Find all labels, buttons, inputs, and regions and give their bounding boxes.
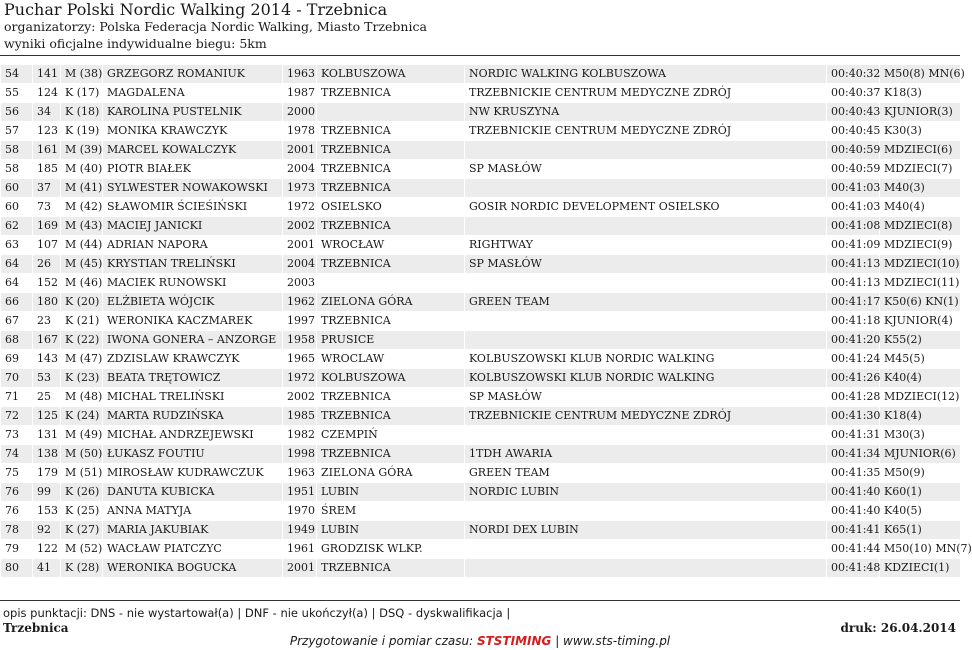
result-category: K (26)	[61, 483, 103, 502]
table-row	[1, 84, 961, 103]
result-time: 00:40:45	[827, 122, 880, 141]
result-name: MACIEK RUNOWSKI	[103, 274, 283, 293]
result-time: 00:41:24	[827, 350, 880, 369]
result-place: 62	[1, 217, 33, 236]
result-time: 00:41:40	[827, 483, 880, 502]
result-birth-year: 1961	[283, 540, 317, 559]
result-birth-year: 1965	[283, 350, 317, 369]
result-age-group: KJUNIOR(4)	[880, 312, 961, 331]
result-time: 00:41:28	[827, 388, 880, 407]
timing-credit	[0, 634, 960, 648]
footer-city: Trzebnica	[3, 621, 69, 635]
result-place: 74	[1, 445, 33, 464]
result-category: M (50)	[61, 445, 103, 464]
result-name: ZDZISLAW KRAWCZYK	[103, 350, 283, 369]
result-place: 58	[1, 160, 33, 179]
print-date: druk: 26.04.2014	[840, 621, 956, 635]
result-club	[465, 312, 827, 331]
result-place: 58	[1, 141, 33, 160]
result-birth-year: 1987	[283, 84, 317, 103]
result-name: IWONA GONERA – ANZORGE	[103, 331, 283, 350]
result-place: 63	[1, 236, 33, 255]
result-time: 00:41:13	[827, 255, 880, 274]
result-name: KRYSTIAN TRELIŃSKI	[103, 255, 283, 274]
result-age-group: K40(5)	[880, 502, 961, 521]
result-name: MICHAL TRELIŃSKI	[103, 388, 283, 407]
results-subtitle: wyniki oficjalne indywidualne biegu: 5km	[4, 36, 267, 51]
result-birth-year: 1958	[283, 331, 317, 350]
result-time: 00:40:37	[827, 84, 880, 103]
result-time: 00:41:34	[827, 445, 880, 464]
result-place: 73	[1, 426, 33, 445]
result-club: TRZEBNICKIE CENTRUM MEDYCZNE ZDRÓJ	[465, 122, 827, 141]
result-age-group: MDZIECI(8)	[880, 217, 961, 236]
result-club	[465, 331, 827, 350]
result-category: M (45)	[61, 255, 103, 274]
table-row	[1, 445, 961, 464]
result-category: M (39)	[61, 141, 103, 160]
result-club: NORDI DEX LUBIN	[465, 521, 827, 540]
result-bib: 153	[33, 502, 61, 521]
result-city	[317, 274, 465, 293]
result-time: 00:41:20	[827, 331, 880, 350]
result-time: 00:41:44	[827, 540, 880, 559]
result-time: 00:41:03	[827, 198, 880, 217]
result-birth-year: 1970	[283, 502, 317, 521]
result-place: 54	[1, 65, 33, 84]
result-age-group: MDZIECI(10)	[880, 255, 961, 274]
result-name: MARTA RUDZIŃSKA	[103, 407, 283, 426]
result-bib: 123	[33, 122, 61, 141]
table-row	[1, 464, 961, 483]
result-age-group: MDZIECI(7)	[880, 160, 961, 179]
result-age-group: M40(3)	[880, 179, 961, 198]
table-row	[1, 179, 961, 198]
result-bib: 131	[33, 426, 61, 445]
result-bib: 26	[33, 255, 61, 274]
result-city: TRZEBNICA	[317, 84, 465, 103]
result-city: TRZEBNICA	[317, 312, 465, 331]
result-city: CZEMPIŃ	[317, 426, 465, 445]
result-bib: 107	[33, 236, 61, 255]
result-age-group: KJUNIOR(3)	[880, 103, 961, 122]
result-category: K (24)	[61, 407, 103, 426]
result-category: K (27)	[61, 521, 103, 540]
result-bib: 122	[33, 540, 61, 559]
result-place: 56	[1, 103, 33, 122]
result-time: 00:41:30	[827, 407, 880, 426]
result-age-group: M50(8) MN(6)	[880, 65, 961, 84]
result-city	[317, 103, 465, 122]
table-row	[1, 217, 961, 236]
result-city: TRZEBNICA	[317, 388, 465, 407]
result-time: 00:41:03	[827, 179, 880, 198]
result-name: WERONIKA BOGUCKA	[103, 559, 283, 578]
result-bib: 141	[33, 65, 61, 84]
result-age-group: MDZIECI(12)	[880, 388, 961, 407]
result-time: 00:41:08	[827, 217, 880, 236]
result-name: GRZEGORZ ROMANIUK	[103, 65, 283, 84]
table-row	[1, 312, 961, 331]
result-birth-year: 2002	[283, 388, 317, 407]
result-bib: 180	[33, 293, 61, 312]
result-time: 00:40:43	[827, 103, 880, 122]
result-bib: 23	[33, 312, 61, 331]
result-category: M (46)	[61, 274, 103, 293]
result-club: GREEN TEAM	[465, 293, 827, 312]
table-row	[1, 502, 961, 521]
table-row	[1, 198, 961, 217]
result-club: SP MASŁÓW	[465, 160, 827, 179]
result-time: 00:41:35	[827, 464, 880, 483]
result-club: NORDIC WALKING KOLBUSZOWA	[465, 65, 827, 84]
result-category: M (44)	[61, 236, 103, 255]
result-place: 60	[1, 198, 33, 217]
header-divider	[0, 55, 960, 56]
page-header	[4, 0, 427, 52]
result-name: ELŻBIETA WÓJCIK	[103, 293, 283, 312]
result-birth-year: 1962	[283, 293, 317, 312]
result-club: 1TDH AWARIA	[465, 445, 827, 464]
result-birth-year: 1978	[283, 122, 317, 141]
result-city: ŚREM	[317, 502, 465, 521]
table-row	[1, 350, 961, 369]
result-bib: 37	[33, 179, 61, 198]
result-city: ZIELONA GÓRA	[317, 464, 465, 483]
result-place: 70	[1, 369, 33, 388]
result-age-group: M45(5)	[880, 350, 961, 369]
result-city: TRZEBNICA	[317, 141, 465, 160]
table-row	[1, 388, 961, 407]
result-city: TRZEBNICA	[317, 122, 465, 141]
result-name: MARIA JAKUBIAK	[103, 521, 283, 540]
table-row	[1, 407, 961, 426]
result-name: MAGDALENA	[103, 84, 283, 103]
result-name: ANNA MATYJA	[103, 502, 283, 521]
scoring-legend: opis punktacji: DNS - nie wystartował(a) | DNF - nie ukończył(a) | DSQ - dyskwalifikacja |	[3, 606, 511, 620]
timing-credit-suffix: | www.sts-timing.pl	[555, 634, 671, 648]
result-city: OSIELSKO	[317, 198, 465, 217]
result-birth-year: 1997	[283, 312, 317, 331]
result-time: 00:40:32	[827, 65, 880, 84]
result-place: 79	[1, 540, 33, 559]
result-city: TRZEBNICA	[317, 217, 465, 236]
result-name: MICHAŁ ANDRZEJEWSKI	[103, 426, 283, 445]
result-birth-year: 1998	[283, 445, 317, 464]
result-category: K (25)	[61, 502, 103, 521]
table-row	[1, 331, 961, 350]
result-birth-year: 2004	[283, 160, 317, 179]
result-age-group: M50(10) MN(7)	[880, 540, 961, 559]
result-city: TRZEBNICA	[317, 445, 465, 464]
result-name: WERONIKA KACZMAREK	[103, 312, 283, 331]
result-bib: 92	[33, 521, 61, 540]
result-bib: 138	[33, 445, 61, 464]
result-birth-year: 2001	[283, 559, 317, 578]
result-birth-year: 1982	[283, 426, 317, 445]
result-place: 69	[1, 350, 33, 369]
result-name: ADRIAN NAPORA	[103, 236, 283, 255]
result-city: TRZEBNICA	[317, 160, 465, 179]
result-age-group: K60(1)	[880, 483, 961, 502]
footer-divider	[0, 600, 960, 601]
result-time: 00:41:26	[827, 369, 880, 388]
result-birth-year: 2000	[283, 103, 317, 122]
table-row	[1, 103, 961, 122]
result-category: M (47)	[61, 350, 103, 369]
result-name: MACIEJ JANICKI	[103, 217, 283, 236]
result-age-group: K65(1)	[880, 521, 961, 540]
result-club: NW KRUSZYNA	[465, 103, 827, 122]
result-birth-year: 2004	[283, 255, 317, 274]
result-club: GREEN TEAM	[465, 464, 827, 483]
result-place: 67	[1, 312, 33, 331]
result-category: K (23)	[61, 369, 103, 388]
result-city: PRUSICE	[317, 331, 465, 350]
result-age-group: M30(3)	[880, 426, 961, 445]
result-name: DANUTA KUBICKA	[103, 483, 283, 502]
result-city: TRZEBNICA	[317, 179, 465, 198]
result-club: SP MASŁÓW	[465, 255, 827, 274]
result-age-group: MDZIECI(6)	[880, 141, 961, 160]
result-category: M (52)	[61, 540, 103, 559]
result-city: TRZEBNICA	[317, 559, 465, 578]
result-age-group: M40(4)	[880, 198, 961, 217]
result-city: LUBIN	[317, 521, 465, 540]
result-category: M (42)	[61, 198, 103, 217]
table-row	[1, 521, 961, 540]
result-category: M (41)	[61, 179, 103, 198]
result-city: TRZEBNICA	[317, 255, 465, 274]
table-row	[1, 122, 961, 141]
result-bib: 41	[33, 559, 61, 578]
result-city: ZIELONA GÓRA	[317, 293, 465, 312]
result-bib: 169	[33, 217, 61, 236]
result-age-group: MDZIECI(9)	[880, 236, 961, 255]
result-club: RIGHTWAY	[465, 236, 827, 255]
result-category: M (43)	[61, 217, 103, 236]
result-name: BEATA TRĘTOWICZ	[103, 369, 283, 388]
result-age-group: K18(3)	[880, 84, 961, 103]
result-time: 00:40:59	[827, 141, 880, 160]
result-birth-year: 1973	[283, 179, 317, 198]
result-age-group: M50(9)	[880, 464, 961, 483]
result-club	[465, 274, 827, 293]
result-bib: 34	[33, 103, 61, 122]
result-bib: 125	[33, 407, 61, 426]
result-category: M (49)	[61, 426, 103, 445]
table-row	[1, 559, 961, 578]
result-category: K (19)	[61, 122, 103, 141]
result-place: 68	[1, 331, 33, 350]
result-bib: 53	[33, 369, 61, 388]
table-row	[1, 426, 961, 445]
result-time: 00:41:31	[827, 426, 880, 445]
table-row	[1, 236, 961, 255]
result-bib: 161	[33, 141, 61, 160]
timing-brand: STSTIMING	[476, 634, 552, 648]
table-row	[1, 483, 961, 502]
result-bib: 124	[33, 84, 61, 103]
result-city: TRZEBNICA	[317, 407, 465, 426]
result-club	[465, 502, 827, 521]
result-age-group: MDZIECI(11)	[880, 274, 961, 293]
result-place: 66	[1, 293, 33, 312]
result-time: 00:41:09	[827, 236, 880, 255]
result-place: 64	[1, 255, 33, 274]
result-city: GRODZISK WLKP.	[317, 540, 465, 559]
results-table	[0, 64, 972, 578]
result-city: LUBIN	[317, 483, 465, 502]
result-name: PIOTR BIAŁEK	[103, 160, 283, 179]
result-club: KOLBUSZOWSKI KLUB NORDIC WALKING	[465, 369, 827, 388]
result-club	[465, 217, 827, 236]
result-club	[465, 426, 827, 445]
result-place: 72	[1, 407, 33, 426]
result-category: M (38)	[61, 65, 103, 84]
result-place: 55	[1, 84, 33, 103]
result-place: 60	[1, 179, 33, 198]
result-place: 57	[1, 122, 33, 141]
result-club	[465, 179, 827, 198]
result-category: K (28)	[61, 559, 103, 578]
result-category: K (22)	[61, 331, 103, 350]
result-name: KAROLINA PUSTELNIK	[103, 103, 283, 122]
result-age-group: K55(2)	[880, 331, 961, 350]
result-age-group: K18(4)	[880, 407, 961, 426]
table-row	[1, 65, 961, 84]
result-club	[465, 559, 827, 578]
result-category: K (20)	[61, 293, 103, 312]
result-name: MIROSŁAW KUDRAWCZUK	[103, 464, 283, 483]
organizers-line: organizatorzy: Polska Federacja Nordic Walking, Miasto Trzebnica	[4, 19, 427, 34]
table-row	[1, 540, 961, 559]
result-bib: 185	[33, 160, 61, 179]
result-age-group: KDZIECI(1)	[880, 559, 961, 578]
result-birth-year: 2002	[283, 217, 317, 236]
result-place: 75	[1, 464, 33, 483]
result-club	[465, 141, 827, 160]
result-category: M (51)	[61, 464, 103, 483]
result-birth-year: 1972	[283, 198, 317, 217]
result-club: TRZEBNICKIE CENTRUM MEDYCZNE ZDRÓJ	[465, 407, 827, 426]
event-title: Puchar Polski Nordic Walking 2014 - Trzebnica	[4, 0, 388, 19]
result-club: NORDIC LUBIN	[465, 483, 827, 502]
result-birth-year: 1949	[283, 521, 317, 540]
result-place: 78	[1, 521, 33, 540]
table-row	[1, 141, 961, 160]
result-time: 00:41:40	[827, 502, 880, 521]
result-name: ŁUKASZ FOUTIU	[103, 445, 283, 464]
result-bib: 25	[33, 388, 61, 407]
result-bib: 99	[33, 483, 61, 502]
result-place: 71	[1, 388, 33, 407]
result-place: 80	[1, 559, 33, 578]
result-birth-year: 2001	[283, 236, 317, 255]
table-row	[1, 369, 961, 388]
result-category: K (21)	[61, 312, 103, 331]
result-category: M (48)	[61, 388, 103, 407]
result-place: 76	[1, 502, 33, 521]
result-city: KOLBUSZOWA	[317, 369, 465, 388]
timing-credit-prefix: Przygotowanie i pomiar czasu:	[289, 634, 474, 648]
result-club	[465, 540, 827, 559]
result-city: WROCLAW	[317, 350, 465, 369]
result-club: TRZEBNICKIE CENTRUM MEDYCZNE ZDRÓJ	[465, 84, 827, 103]
table-row	[1, 274, 961, 293]
result-club: GOSIR NORDIC DEVELOPMENT OSIELSKO	[465, 198, 827, 217]
result-name: MARCEL KOWALCZYK	[103, 141, 283, 160]
result-time: 00:41:13	[827, 274, 880, 293]
table-row	[1, 293, 961, 312]
result-bib: 73	[33, 198, 61, 217]
result-name: SŁAWOMIR ŚCIEŚIŃSKI	[103, 198, 283, 217]
result-age-group: K40(4)	[880, 369, 961, 388]
table-row	[1, 255, 961, 274]
result-bib: 179	[33, 464, 61, 483]
result-age-group: MJUNIOR(6)	[880, 445, 961, 464]
result-category: K (18)	[61, 103, 103, 122]
result-time: 00:41:41	[827, 521, 880, 540]
result-city: WROCŁAW	[317, 236, 465, 255]
result-birth-year: 1985	[283, 407, 317, 426]
result-age-group: K30(3)	[880, 122, 961, 141]
result-bib: 152	[33, 274, 61, 293]
result-birth-year: 1963	[283, 65, 317, 84]
result-place: 64	[1, 274, 33, 293]
result-time: 00:41:18	[827, 312, 880, 331]
result-time: 00:41:48	[827, 559, 880, 578]
result-age-group: K50(6) KN(1)	[880, 293, 961, 312]
result-name: MONIKA KRAWCZYK	[103, 122, 283, 141]
result-name: WACŁAW PIATCZYC	[103, 540, 283, 559]
result-category: M (40)	[61, 160, 103, 179]
result-birth-year: 1963	[283, 464, 317, 483]
result-category: K (17)	[61, 84, 103, 103]
result-birth-year: 1972	[283, 369, 317, 388]
table-row	[1, 160, 961, 179]
result-time: 00:41:17	[827, 293, 880, 312]
result-time: 00:40:59	[827, 160, 880, 179]
result-name: SYLWESTER NOWAKOWSKI	[103, 179, 283, 198]
result-bib: 167	[33, 331, 61, 350]
result-city: KOLBUSZOWA	[317, 65, 465, 84]
result-birth-year: 2001	[283, 141, 317, 160]
result-bib: 143	[33, 350, 61, 369]
result-club: KOLBUSZOWSKI KLUB NORDIC WALKING	[465, 350, 827, 369]
result-birth-year: 1951	[283, 483, 317, 502]
result-birth-year: 2003	[283, 274, 317, 293]
result-place: 76	[1, 483, 33, 502]
result-club: SP MASŁÓW	[465, 388, 827, 407]
